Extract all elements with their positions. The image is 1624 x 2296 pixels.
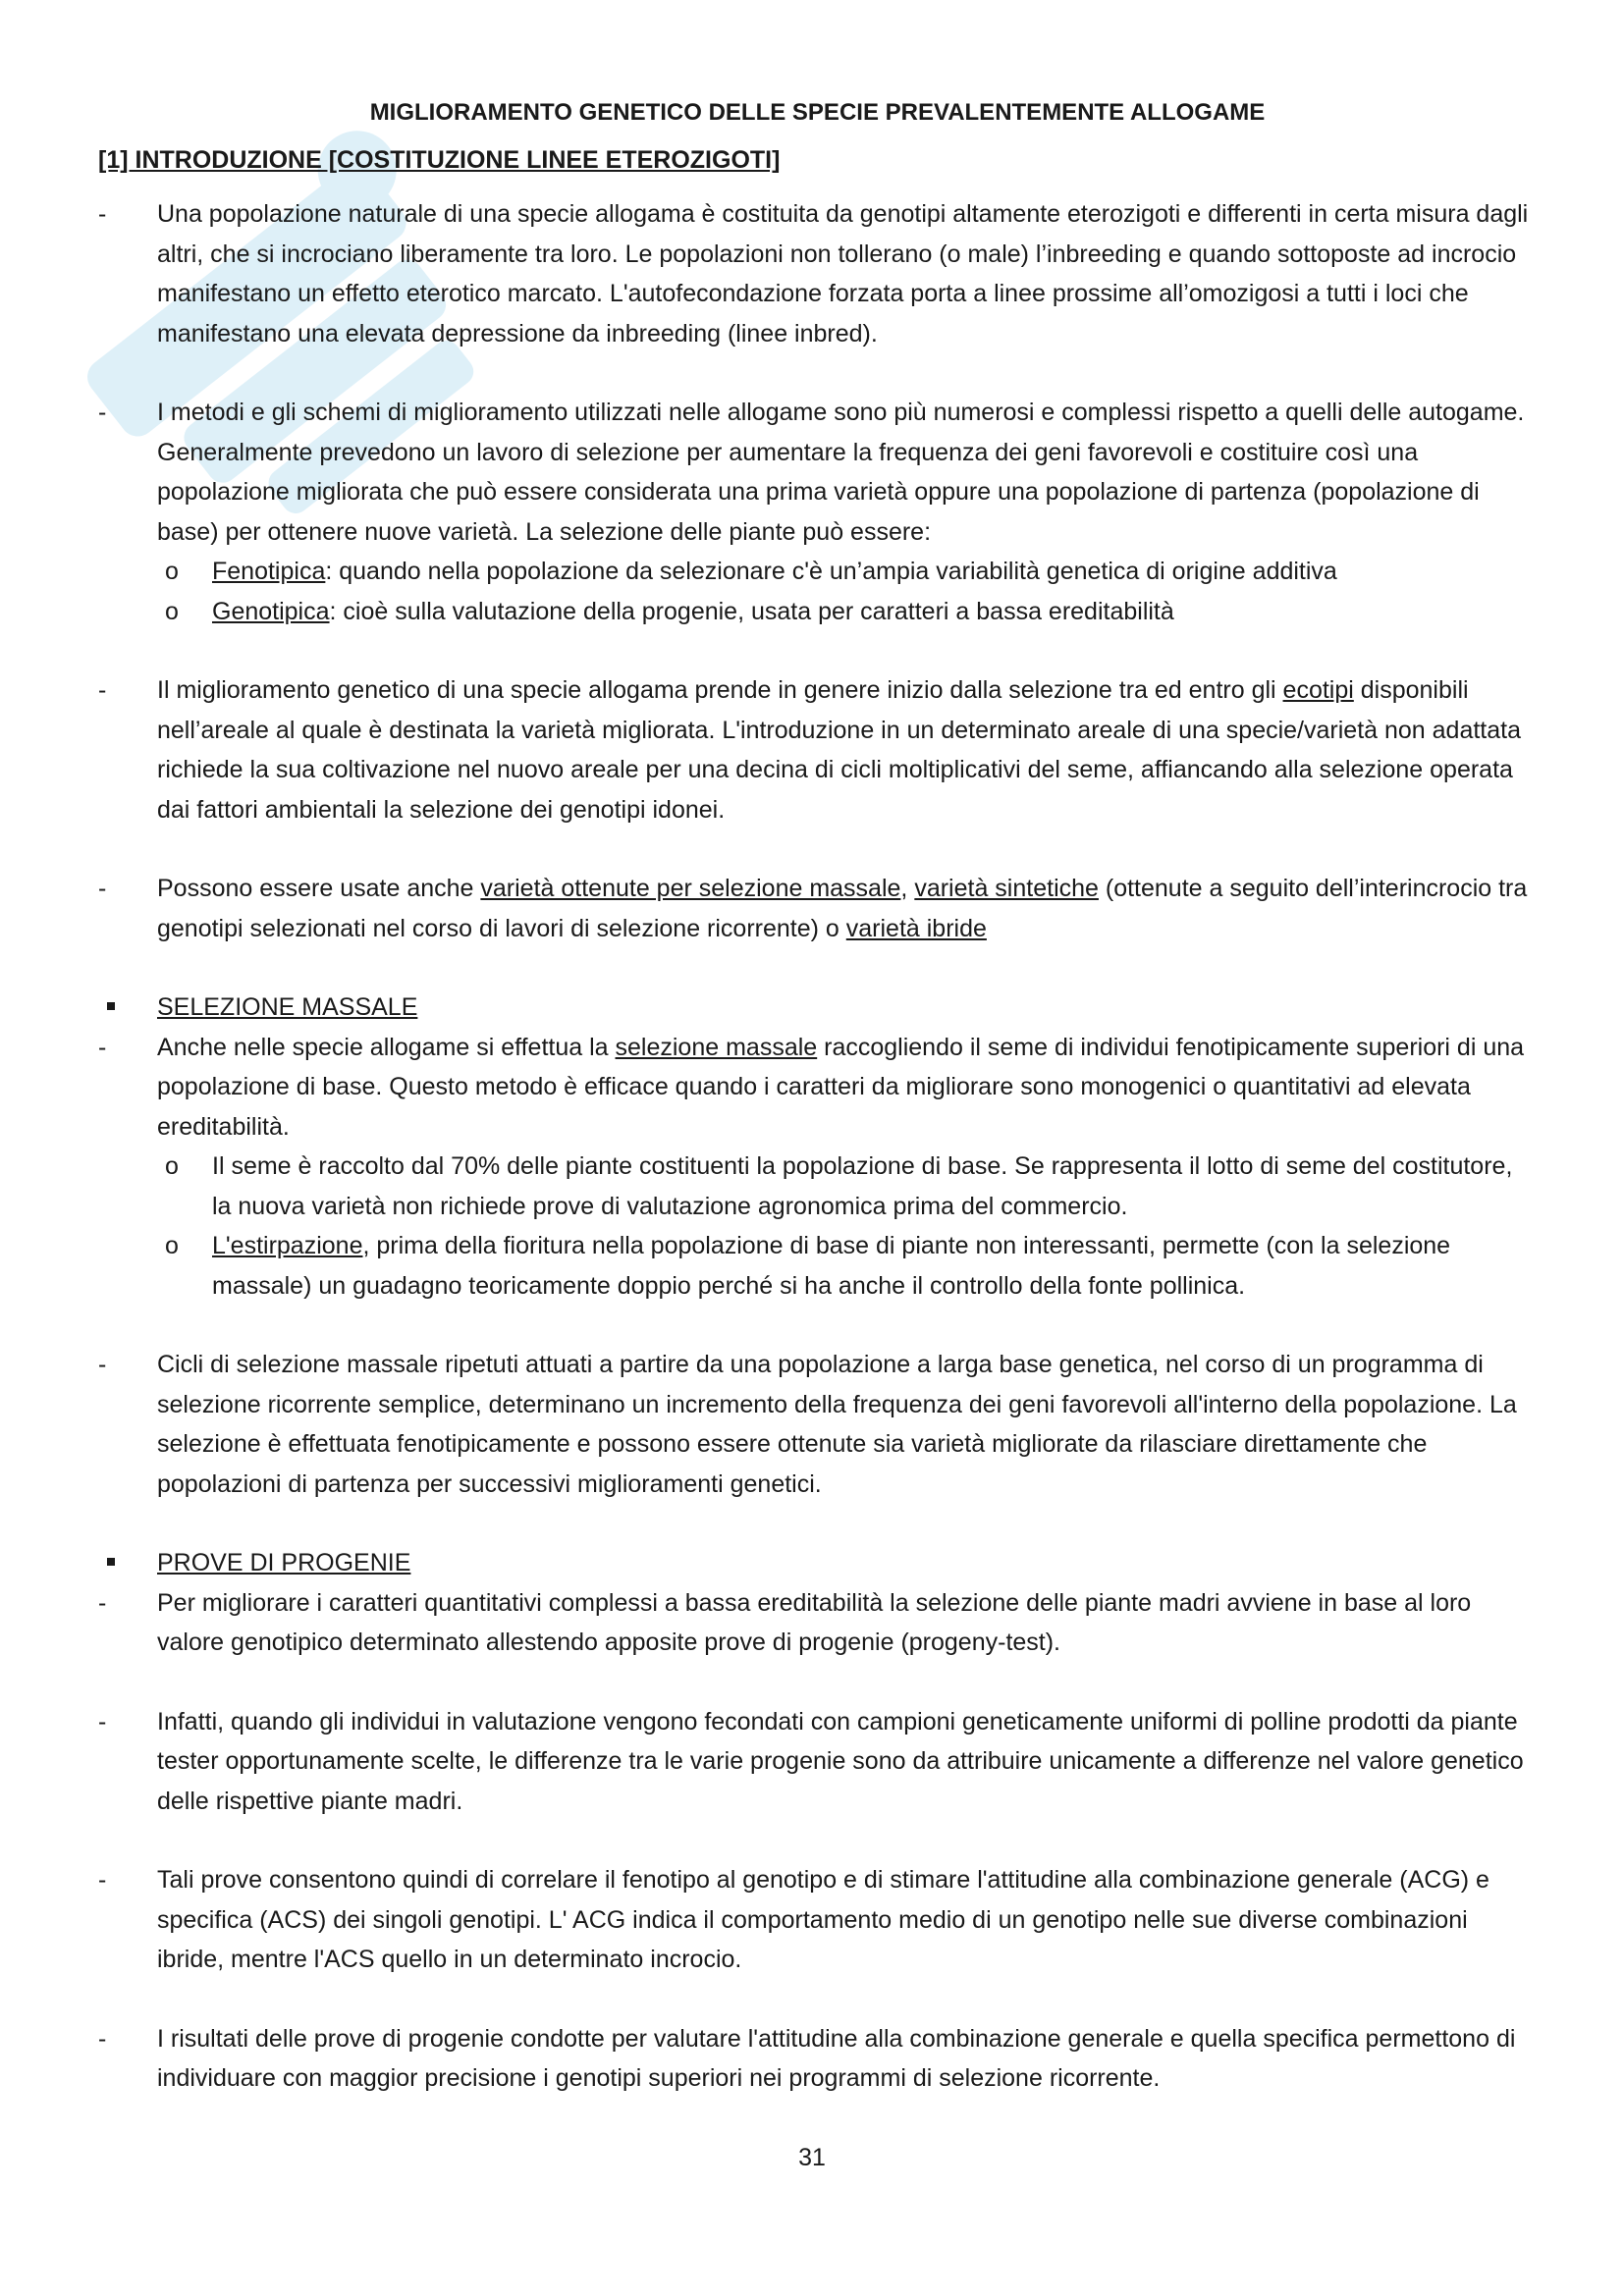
subsection-heading-prove-progenie bbox=[98, 1543, 1537, 1583]
square-bullet-icon bbox=[107, 1558, 115, 1566]
massale-paragraph-1 bbox=[98, 1028, 1537, 1148]
paragraph-text: Possono essere usate anche bbox=[157, 875, 481, 902]
sub-item-text: : quando nella popolazione da selezionare c'è un’ampia variabilità genetica di origine additiva bbox=[325, 558, 1337, 585]
square-bullet-icon bbox=[107, 1002, 115, 1010]
dash-bullet: - bbox=[98, 1707, 107, 1735]
progenie-paragraph-4 bbox=[98, 2019, 1537, 2099]
intro-paragraph-2 bbox=[98, 393, 1537, 552]
dash-bullet: - bbox=[98, 1351, 107, 1378]
massale-paragraph-2 bbox=[98, 1345, 1537, 1504]
paragraph-text: Una popolazione naturale di una specie allogama è costituita da genotipi altamente eterozigoti e differenti in certa misura dagli altri, che si incrociano liberamente tra loro. Le popolazioni non tollerano (o male) l’inbreeding e quando sottoposte ad incrocio manifestano un effetto eterotico marcato. L'autofecondazione forzata porta a linee prossime all’omozigosi a tutti i loci che manifestano una elevata depressione da inbreeding (linee inbred). bbox=[157, 200, 1529, 347]
term-estirpazione: L'estirpazione bbox=[212, 1232, 363, 1259]
term-ecotipi: ecotipi bbox=[1282, 676, 1354, 704]
paragraph-text: Per migliorare i caratteri quantitativi complessi a bassa ereditabilità la selezione delle piante madri avviene in base al loro valore genotipico determinato allestendo apposite prove di progenie (progeny-test). bbox=[157, 1588, 1472, 1656]
term-varieta-massale: varietà ottenute per selezione massale bbox=[480, 875, 901, 902]
subsection-heading-selezione-massale bbox=[98, 988, 1537, 1028]
progenie-paragraph-2 bbox=[98, 1702, 1537, 1822]
term-fenotipica: Fenotipica bbox=[212, 558, 326, 585]
sub-item-fenotipica bbox=[98, 552, 1537, 592]
paragraph-text: I metodi e gli schemi di miglioramento utilizzati nelle allogame sono più numerosi e complessi rispetto a quelli delle autogame. Generalmente prevedono un lavoro di selezione per aumentare la frequenza dei geni favorevoli e costituire così una popolazione migliorata che può essere considerata una prima varietà oppure una popolazione di partenza (popolazione di base) per ottenere nuove varietà. La selezione delle piante può essere: bbox=[157, 399, 1525, 546]
sub-item-text: Il seme è raccolto dal 70% delle piante costituenti la popolazione di base. Se rappresenta il lotto di seme del costitutore, la nuova varietà non richiede prove di valutazione agronomica prima del commercio. bbox=[212, 1152, 1513, 1220]
document-title: MIGLIORAMENTO GENETICO DELLE SPECIE PREVALENTEMENTE ALLOGAME bbox=[369, 99, 1266, 126]
term-varieta-ibride: varietà ibride bbox=[845, 914, 987, 942]
document-page bbox=[98, 96, 1537, 2099]
term-selezione-massale: selezione massale bbox=[615, 1033, 818, 1061]
paragraph-text: Il miglioramento genetico di una specie allogama prende in genere inizio dalla selezione tra ed entro gli bbox=[157, 676, 1283, 704]
paragraph-text: I risultati delle prove di progenie condotte per valutare l'attitudine alla combinazione generale e quella specifica permettono di individuare con maggior precisione i genotipi superiori nei programmi di selezione ricorrente. bbox=[157, 2024, 1516, 2092]
sub-item-genotipica bbox=[98, 592, 1537, 632]
paragraph-text: raccogliendo il seme di individui fenotipicamente superiori di una popolazione di base. Questo metodo è efficace quando i caratteri da migliorare sono monogenici o quantitativi ad elevata ereditabilità. bbox=[157, 1033, 1525, 1141]
term-genotipica: Genotipica bbox=[212, 597, 330, 625]
sub-item-text: , prima della fioritura nella popolazione di base di piante non interessanti, permette (con la selezione massale) un guadagno teoricamente doppio perché si ha anche il controllo della fonte pollinica. bbox=[212, 1232, 1451, 1300]
massale-sub-item-1 bbox=[98, 1147, 1537, 1226]
page-number: 31 bbox=[798, 2144, 826, 2171]
dash-bullet: - bbox=[98, 200, 107, 228]
intro-paragraph-3 bbox=[98, 670, 1537, 829]
massale-sub-item-2 bbox=[98, 1226, 1537, 1306]
dash-bullet: - bbox=[98, 1588, 107, 1617]
dash-bullet: - bbox=[98, 676, 107, 704]
dash-bullet: - bbox=[98, 1033, 107, 1061]
paragraph-text: Tali prove consentono quindi di correlare il fenotipo al genotipo e di stimare l'attitudine alla combinazione generale (ACG) e specifica (ACS) dei singoli genotipi. L' ACG indica il comportamento medio di un genotipo nelle sue diverse combinazioni ibride, mentre l'ACS quello in un determinato incrocio. bbox=[157, 1866, 1489, 1973]
circle-bullet: o bbox=[165, 597, 179, 625]
progenie-paragraph-1 bbox=[98, 1583, 1537, 1663]
intro-paragraph-1 bbox=[98, 194, 1537, 353]
paragraph-text: disponibili nell’areale al quale è destinata la varietà migliorata. L'introduzione in un determinato areale di una specie/varietà non adattata richiede la sua coltivazione nel nuovo areale per una decina di cicli moltiplicativi del seme, affiancando alla selezione operata dai fattori ambientali la selezione dei genotipi idonei. bbox=[157, 676, 1522, 824]
progenie-paragraph-3 bbox=[98, 1860, 1537, 1980]
dash-bullet: - bbox=[98, 399, 107, 426]
dash-bullet: - bbox=[98, 1866, 107, 1894]
dash-bullet: - bbox=[98, 2024, 107, 2053]
paragraph-text: Infatti, quando gli individui in valutazione vengono fecondati con campioni geneticamente uniformi di polline prodotti da piante tester opportunamente scelte, le differenze tra le varie progenie sono da attribuire unicamente a differenze nel valore genetico delle rispettive piante madri. bbox=[157, 1707, 1524, 1815]
section-title: [1] INTRODUZIONE [COSTITUZIONE LINEE ETEROZIGOTI] bbox=[98, 146, 781, 174]
circle-bullet: o bbox=[165, 558, 179, 585]
paragraph-text: (ottenute a seguito dell’interincrocio tra genotipi selezionati nel corso di lavori di selezione ricorrente) o bbox=[157, 875, 1528, 942]
paragraph-text: , bbox=[900, 875, 915, 902]
sub-item-text: : cioè sulla valutazione della progenie, usata per caratteri a bassa ereditabilità bbox=[329, 597, 1174, 625]
subsection-heading-text: SELEZIONE MASSALE bbox=[157, 993, 418, 1021]
paragraph-text: Cicli di selezione massale ripetuti attuati a partire da una popolazione a larga base genetica, nel corso di un programma di selezione ricorrente semplice, determinano un incremento della frequenza dei geni favorevoli all'interno della popolazione. La selezione è effettuata fenotipicamente e possono essere ottenute sia varietà migliorate da rilasciare direttamente che popolazioni di partenza per successivi miglioramenti genetici. bbox=[157, 1351, 1517, 1498]
paragraph-text: Anche nelle specie allogame si effettua la bbox=[157, 1033, 616, 1061]
term-varieta-sintetiche: varietà sintetiche bbox=[914, 875, 1099, 902]
subsection-heading-text: PROVE DI PROGENIE bbox=[157, 1549, 411, 1576]
circle-bullet: o bbox=[165, 1152, 179, 1180]
dash-bullet: - bbox=[98, 875, 107, 902]
circle-bullet: o bbox=[165, 1232, 179, 1259]
intro-paragraph-4 bbox=[98, 869, 1537, 948]
